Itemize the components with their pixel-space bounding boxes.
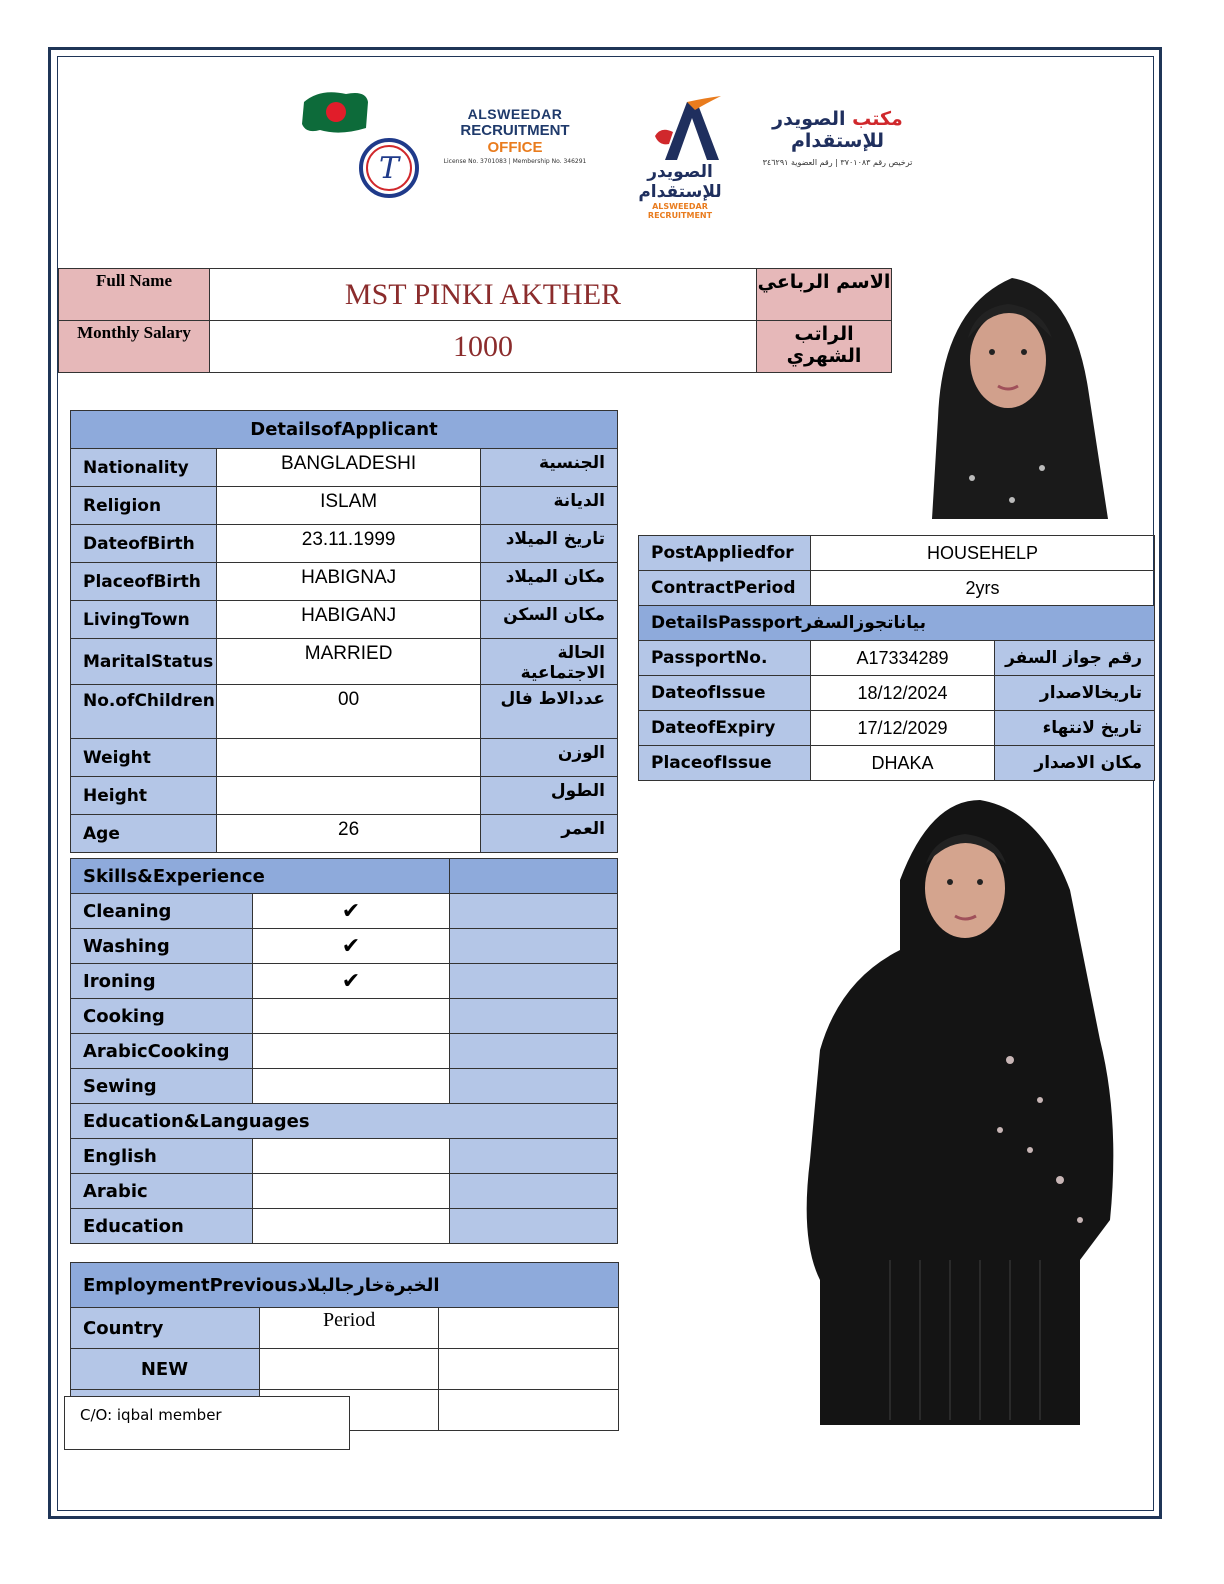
education-languages-header: Education&Languages <box>71 1104 618 1139</box>
table-row <box>71 964 618 999</box>
children-value: 00 <box>216 685 481 739</box>
post-applied-value: HOUSEHELP <box>811 536 1155 571</box>
religion-value: ISLAM <box>216 487 481 525</box>
recruitment-emblem-logo <box>356 132 422 202</box>
checkmark-icon: ✔ <box>253 964 450 999</box>
alsweedar-a-logo: الصويدر للإستقدام ALSWEEDAR RECRUITMENT <box>620 96 740 206</box>
weight-arabic-label: الوزن <box>481 739 618 777</box>
applicant-details-table <box>70 410 618 853</box>
table-row <box>71 1209 618 1244</box>
marital-status-arabic-label: الحالة الاجتماعية <box>481 639 618 685</box>
language-extra-cell <box>450 1174 618 1209</box>
employment-empty-cell <box>439 1349 619 1390</box>
table-row <box>639 571 1155 606</box>
employment-header: EmploymentPreviousالخبرةخارجالبلاد <box>71 1263 619 1308</box>
checkmark-icon: ✔ <box>253 929 450 964</box>
table-row <box>71 1308 619 1349</box>
table-row <box>71 487 618 525</box>
skill-label: Washing <box>71 929 253 964</box>
table-row <box>71 739 618 777</box>
logo-line-1: ALSWEEDAR <box>467 106 563 122</box>
language-extra-cell <box>450 1139 618 1174</box>
living-town-arabic-label: مكان السكن <box>481 601 618 639</box>
skill-extra-cell <box>450 894 618 929</box>
skills-experience-table <box>70 858 618 1244</box>
checkmark-icon: ✔ <box>253 894 450 929</box>
passport-no-label: PassportNo. <box>639 641 811 676</box>
table-row <box>71 1034 618 1069</box>
language-value <box>253 1174 450 1209</box>
table-row <box>71 601 618 639</box>
skills-header: Skills&Experience <box>71 859 450 894</box>
table-row <box>71 1139 618 1174</box>
salary-value: 1000 <box>210 321 757 373</box>
place-of-birth-arabic-label: مكان الميلاد <box>481 563 618 601</box>
place-of-issue-value: DHAKA <box>811 746 995 781</box>
skill-extra-cell <box>450 1069 618 1104</box>
marital-status-value: MARRIED <box>216 639 481 685</box>
logo-line-2: RECRUITMENT OFFICE <box>460 122 570 156</box>
nationality-value: BANGLADESHI <box>216 449 481 487</box>
care-of-note: C/O: iqbal member <box>64 1396 350 1450</box>
skill-extra-cell <box>450 999 618 1034</box>
full-name-row <box>59 269 892 321</box>
religion-label: Religion <box>71 487 217 525</box>
contract-period-value: 2yrs <box>811 571 1155 606</box>
date-of-issue-label: DateofIssue <box>639 676 811 711</box>
name-salary-table <box>58 268 892 373</box>
nationality-label: Nationality <box>71 449 217 487</box>
height-arabic-label: الطول <box>481 777 618 815</box>
date-of-expiry-label: DateofExpiry <box>639 711 811 746</box>
full-name-arabic-label: الاسم الرباعي <box>757 269 892 321</box>
date-of-expiry-value: 17/12/2029 <box>811 711 995 746</box>
language-label: Arabic <box>71 1174 253 1209</box>
children-label: No.ofChildren <box>71 685 217 739</box>
period-label: Period <box>259 1308 439 1349</box>
education-label: Education <box>71 1209 253 1244</box>
living-town-label: LivingTown <box>71 601 217 639</box>
salary-label: Monthly Salary <box>59 321 210 373</box>
skill-extra-cell <box>450 1034 618 1069</box>
place-of-issue-arabic-label: مكان الاصدار <box>995 746 1155 781</box>
passport-no-value: A17334289 <box>811 641 995 676</box>
table-row <box>71 1349 619 1390</box>
table-row <box>71 563 618 601</box>
applicant-portrait-photo <box>912 268 1108 519</box>
skill-extra-cell <box>450 964 618 999</box>
skill-label: Ironing <box>71 964 253 999</box>
children-arabic-label: عددالاط فال <box>481 685 618 739</box>
age-value: 26 <box>216 815 481 853</box>
skill-label: Sewing <box>71 1069 253 1104</box>
age-label: Age <box>71 815 217 853</box>
post-applied-label: PostAppliedfor <box>639 536 811 571</box>
table-row <box>639 711 1155 746</box>
bangladesh-flag-logo <box>300 88 370 136</box>
table-row <box>639 536 1155 571</box>
passport-details-table <box>638 535 1155 781</box>
logo-line-3: License No. 3701083 | Membership No. 346291 <box>443 158 587 165</box>
passport-no-arabic-label: رقم جواز السفر <box>995 641 1155 676</box>
full-name-value: MST PINKI AKTHER <box>210 269 757 321</box>
table-row <box>639 641 1155 676</box>
skill-value <box>253 1034 450 1069</box>
applicant-details-header: DetailsofApplicant <box>71 411 618 449</box>
country-label: Country <box>71 1308 260 1349</box>
contract-period-label: ContractPeriod <box>639 571 811 606</box>
employment-country-value: NEW <box>71 1349 260 1390</box>
nationality-arabic-label: الجنسية <box>481 449 618 487</box>
table-row <box>71 525 618 563</box>
age-arabic-label: العمر <box>481 815 618 853</box>
place-of-issue-label: PlaceofIssue <box>639 746 811 781</box>
applicant-full-length-photo <box>780 800 1125 1425</box>
full-name-label: Full Name <box>59 269 210 321</box>
date-of-issue-arabic-label: تاريخالاصدار <box>995 676 1155 711</box>
table-row <box>71 894 618 929</box>
svg-text:T: T <box>378 151 400 186</box>
table-row <box>639 746 1155 781</box>
skill-value <box>253 999 450 1034</box>
passport-section-header: DetailsPassportبياناتجوزالسفر <box>639 606 1155 641</box>
table-row <box>71 999 618 1034</box>
religion-arabic-label: الديانة <box>481 487 618 525</box>
table-row <box>71 1174 618 1209</box>
letter-a-icon <box>635 96 725 162</box>
language-value <box>253 1139 450 1174</box>
height-value <box>216 777 481 815</box>
skill-extra-cell <box>450 929 618 964</box>
salary-row <box>59 321 892 373</box>
salary-arabic-label: الراتب الشهري <box>757 321 892 373</box>
place-of-birth-value: HABIGNAJ <box>216 563 481 601</box>
skill-value <box>253 1069 450 1104</box>
alsweedar-text-logo <box>440 106 590 165</box>
weight-label: Weight <box>71 739 217 777</box>
dob-arabic-label: تاريخ الميلاد <box>481 525 618 563</box>
skills-header-empty <box>450 859 618 894</box>
weight-value <box>216 739 481 777</box>
living-town-value: HABIGANJ <box>216 601 481 639</box>
table-row <box>71 685 618 739</box>
place-of-birth-label: PlaceofBirth <box>71 563 217 601</box>
language-label: English <box>71 1139 253 1174</box>
dob-value: 23.11.1999 <box>216 525 481 563</box>
office-arabic-logo: مكتب الصويدر للإستقدام ترخيص رقم ٣٧٠١٠٨٣ | رقم العضوية ٣٤٦٢٩١ <box>762 108 913 167</box>
employment-empty-cell <box>439 1308 619 1349</box>
education-value <box>253 1209 450 1244</box>
table-row <box>71 777 618 815</box>
table-row <box>639 676 1155 711</box>
table-row <box>71 815 618 853</box>
date-of-expiry-arabic-label: تاريخ لانتهاء <box>995 711 1155 746</box>
skill-label: ArabicCooking <box>71 1034 253 1069</box>
employment-period-value <box>259 1349 439 1390</box>
skill-label: Cooking <box>71 999 253 1034</box>
skill-label: Cleaning <box>71 894 253 929</box>
table-row <box>71 929 618 964</box>
table-row <box>71 1069 618 1104</box>
table-row <box>71 639 618 685</box>
table-row <box>71 449 618 487</box>
marital-status-label: MaritalStatus <box>71 639 217 685</box>
height-label: Height <box>71 777 217 815</box>
date-of-issue-value: 18/12/2024 <box>811 676 995 711</box>
dob-label: DateofBirth <box>71 525 217 563</box>
employment-empty-cell <box>439 1390 619 1431</box>
education-extra-cell <box>450 1209 618 1244</box>
